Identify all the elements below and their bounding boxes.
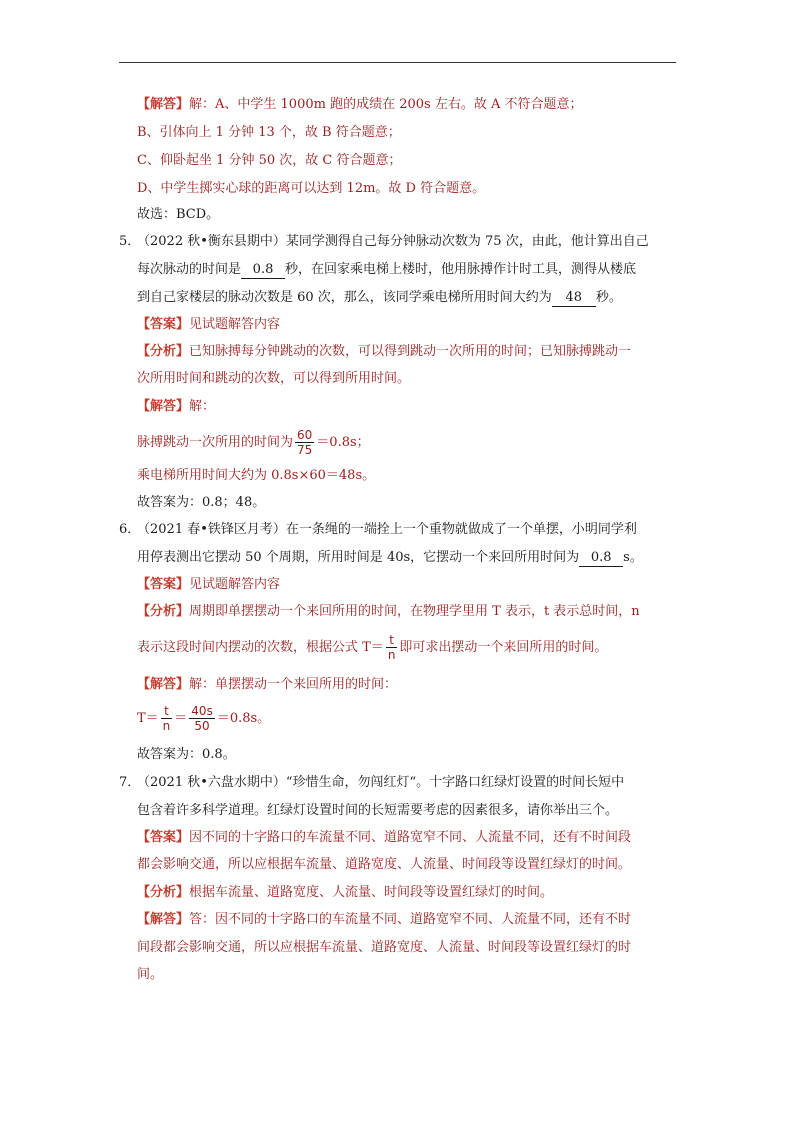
q6-eq-fraction-2: $\frac{40s}{50}$ — [191, 704, 213, 733]
q7-solution-line3: 间。 — [137, 967, 164, 982]
q5-solution-line2: 乘电梯所用时间大约为 0.8s×60＝48s。 — [137, 468, 376, 483]
q6-stem-line1: （2021 春•铁锋区月考）在一条绳的一端拴上一个重物就做成了一个单摆，小明同学利 — [137, 522, 637, 537]
q6-answer: 【答案】见试题解答内容 — [137, 577, 281, 592]
q4-solution-c: C、仰卧起坐 1 分钟 50 次，故 C 符合题意； — [137, 153, 402, 168]
q7-solution-line2: 间段都会影响交通，所以应根据车流量、道路宽度、人流量、时间段等设置红绿灯的时 — [137, 940, 632, 955]
q7-stem-line1: （2021 秋•六盘水期中）“珍惜生命，勿闯红灯“。十字路口红绿灯设置的时间长短中 — [137, 775, 625, 790]
q7-solution-line1: 【解答】答：因不同的十字路口的车流量不同、道路宽窄不同、人流量不同，还有不时 — [137, 912, 632, 927]
q5-stem-line2: 每次脉动的时间是 0.8 秒，在回家乘电梯上楼时，他用脉搏作计时工具，测得从楼底 — [137, 262, 637, 277]
q5-final: 故答案为：0.8；48。 — [137, 495, 266, 510]
q5-analysis-line2: 次所用时间和跳动的次数，可以得到所用时间。 — [137, 371, 411, 386]
q6-analysis-line1: 【分析】周期即单摆摆动一个来回所用的时间，在物理学里用 T 表示，t 表示总时间，n — [137, 604, 640, 619]
q6-solution: 【解答】解：单摆摆动一个来回所用的时间： — [137, 677, 398, 692]
q5-analysis-line1: 【分析】已知脉搏每分钟跳动的次数，可以得到跳动一次所用的时间；已知脉搏跳动一 — [137, 344, 632, 359]
q5-answer: 【答案】见试题解答内容 — [137, 317, 281, 332]
q5-solution-head: 【解答】解： — [137, 399, 216, 414]
q7-number: 7． — [119, 775, 141, 790]
header-rule — [119, 62, 676, 63]
q7-stem-line2: 包含着许多科学道理。红绿灯设置时间的长短需要考虑的因素很多，请你举出三个。 — [137, 803, 619, 818]
q5-stem-line1: （2022 秋•衡东县期中）某同学测得自己每分钟脉动次数为 75 次，由此，他计算出自己 — [137, 234, 649, 249]
q5-fraction: $\frac{60}{75}$ — [297, 428, 313, 457]
q6-formula-fraction: $\frac{t}{n}$ — [387, 633, 396, 662]
q4-choice: 故选：BCD。 — [137, 207, 220, 222]
q6-number: 6． — [119, 522, 141, 537]
q5-answer-blank-1: 0.8 — [241, 262, 285, 279]
q4-solution-d: D、中学生掷实心球的距离可以达到 12m。故 D 符合题意。 — [137, 181, 486, 196]
q6-stem-line2: 用停表测出它摆动 50 个周期，所用时间是 40s，它摆动一个来回所用时间为 0.8 s。 — [137, 550, 643, 565]
q5-number: 5． — [119, 234, 141, 249]
q5-answer-blank-2: 48 — [552, 290, 596, 307]
q5-solution-line1: 脉搏跳动一次所用的时间为 $\frac{60}{75}$ ＝0.8s； — [137, 428, 370, 457]
solution-tag: 【解答】 — [137, 97, 190, 112]
q6-analysis-line2: 表示这段时间内摆动的次数，根据公式 T＝ $\frac{t}{n}$ 即可求出摆动一个来回所用的时间。 — [137, 633, 608, 662]
q4-solution-b: B、引体向上 1 分钟 13 个，故 B 符合题意； — [137, 125, 401, 140]
q6-final: 故答案为：0.8。 — [137, 747, 236, 762]
q6-equation: T＝ $\frac{t}{n}$ ＝ $\frac{40s}{50}$ ＝0.8s。 — [137, 704, 271, 733]
q7-analysis: 【分析】根据车流量、道路宽度、人流量、时间段等设置红绿灯的时间。 — [137, 885, 554, 900]
q4-solution-a: 【解答】解：A、中学生 1000m 跑的成绩在 200s 左右。故 A 不符合题意； — [137, 97, 583, 112]
q6-answer-blank: 0.8 — [579, 550, 623, 567]
q6-eq-fraction-1: $\frac{t}{n}$ — [162, 704, 171, 733]
q7-answer-line2: 都会影响交通，所以应根据车流量、道路宽度、人流量、时间段等设置红绿灯的时间。 — [137, 857, 632, 872]
q7-answer-line1: 【答案】因不同的十字路口的车流量不同、道路宽窄不同、人流量不同，还有不时间段 — [137, 830, 632, 845]
q5-stem-line3: 到自己家楼层的脉动次数是 60 次，那么，该同学乘电梯所用时间大约为 48 秒。 — [137, 290, 622, 305]
